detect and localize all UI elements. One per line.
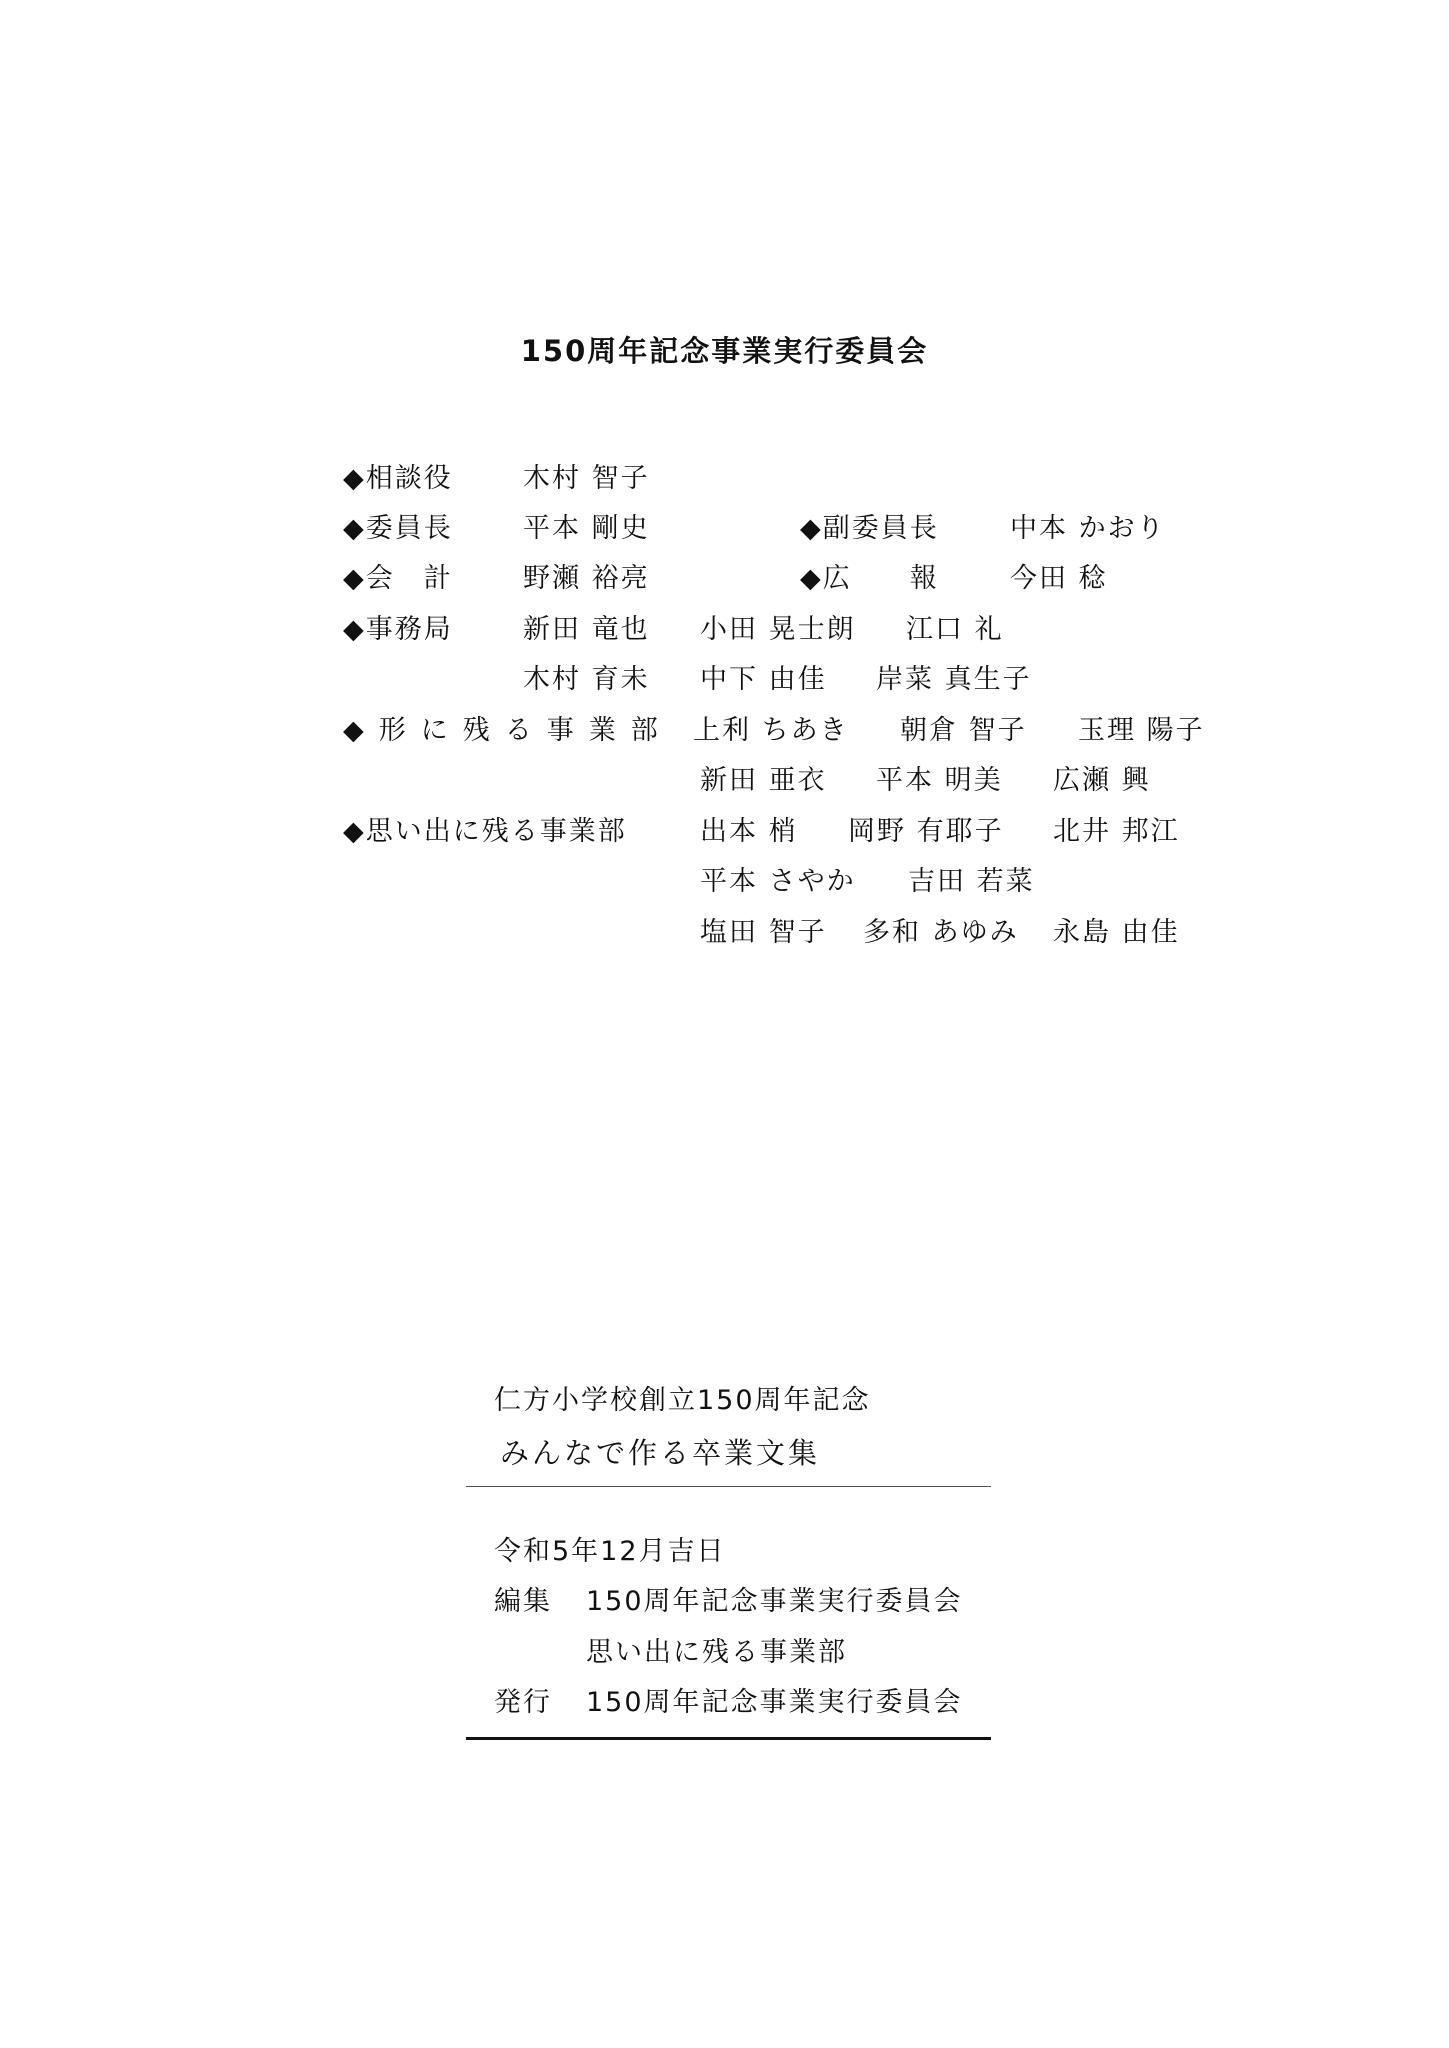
katachi-dept-name: 朝倉 智子 [900,715,1027,746]
chair-label: ◆委員長 [343,513,453,544]
secretariat-name: 江口 礼 [906,614,1004,645]
colophon-book-title: みんなで作る卒業文集 [500,1436,821,1470]
katachi-dept-label: ◆形に残る事業部 [343,715,673,746]
secretariat-label: ◆事務局 [343,614,453,645]
colophon-editor-label: 編集 [494,1586,552,1617]
colophon-divider [466,1486,991,1487]
advisor-label: ◆相談役 [343,463,453,494]
chair-name: 平本 剛史 [523,513,650,544]
omoide-dept-name: 塩田 智子 [700,917,827,948]
vice-chair-label: ◆副委員長 [800,513,939,544]
secretariat-name: 岸菜 真生子 [876,664,1032,695]
colophon-date: 令和5年12月吉日 [494,1536,726,1567]
pr-label: ◆広 報 [800,563,939,594]
katachi-dept-name: 上利 ちあき [693,715,849,746]
omoide-dept-label: ◆思い出に残る事業部 [343,816,627,847]
omoide-dept-name: 北井 邦江 [1053,816,1180,847]
omoide-dept-name: 永島 由佳 [1053,917,1180,948]
katachi-dept-name: 広瀬 興 [1053,765,1151,796]
secretariat-name: 小田 晃士朗 [700,614,856,645]
colophon-editor-org: 150周年記念事業実行委員会 [586,1586,963,1617]
omoide-dept-name: 出本 梢 [700,816,798,847]
colophon-editor-dept: 思い出に残る事業部 [586,1637,847,1668]
page-title: 150周年記念事業実行委員会 [520,334,929,368]
accounting-name: 野瀬 裕亮 [523,563,650,594]
secretariat-name: 中下 由佳 [700,664,827,695]
vice-chair-name: 中本 かおり [1010,513,1166,544]
katachi-dept-name: 玉理 陽子 [1078,715,1205,746]
colophon-bottom-rule [466,1737,991,1740]
accounting-label: ◆会 計 [343,563,453,594]
omoide-dept-name: 平本 さやか [700,866,856,897]
colophon-subtitle: 仁方小学校創立150周年記念 [494,1385,871,1416]
colophon-publisher-label: 発行 [494,1687,552,1718]
colophon-publisher-org: 150周年記念事業実行委員会 [586,1687,963,1718]
omoide-dept-name: 多和 あゆみ [863,917,1019,948]
katachi-dept-name: 新田 亜衣 [700,765,827,796]
omoide-dept-name: 岡野 有耶子 [848,816,1004,847]
omoide-dept-name: 吉田 若菜 [908,866,1035,897]
secretariat-name: 新田 竜也 [523,614,650,645]
secretariat-name: 木村 育未 [523,664,650,695]
katachi-dept-name: 平本 明美 [876,765,1003,796]
pr-name: 今田 稔 [1010,563,1108,594]
advisor-name: 木村 智子 [523,463,650,494]
